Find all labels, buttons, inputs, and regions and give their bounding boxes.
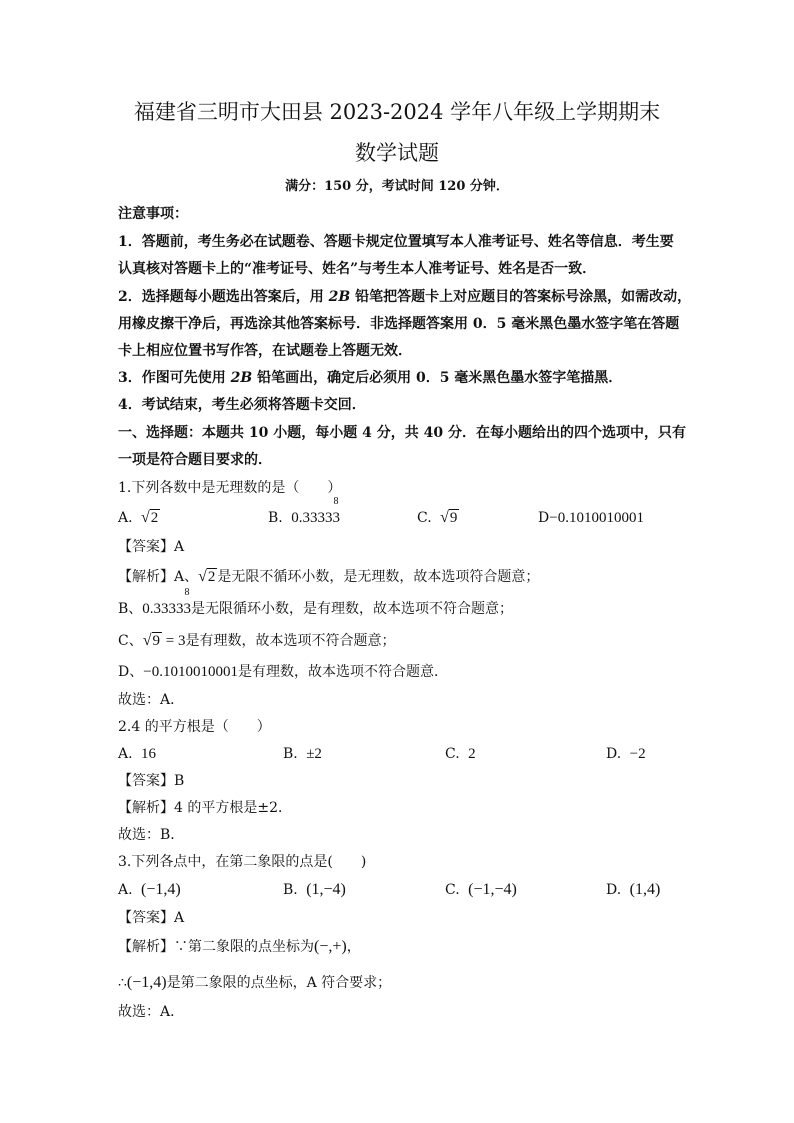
pencil-grade: 2B [230, 370, 253, 386]
q3-option-d [606, 878, 660, 902]
page-title: 福建省三明市大田县 2023-2024 学年八年级上学期期末 [133, 100, 661, 124]
recurring-decimal [142, 587, 192, 621]
analysis-line [118, 565, 539, 589]
radicand: 9 [449, 510, 458, 526]
analysis-text: 是第二象限的点坐标，A 符合要求； [166, 975, 392, 991]
sign-coordinate: (−,+) [314, 938, 347, 955]
option-label: C. [445, 746, 460, 762]
recurring-decimal [291, 496, 340, 530]
recurring-digit [332, 496, 340, 530]
option-label: C. [417, 510, 432, 526]
notice-heading: 注意事项： [118, 206, 188, 222]
notice-text: 3．作图可先使用 [118, 370, 231, 386]
option-label: B. [268, 510, 283, 526]
answer: 【答案】B [118, 773, 185, 789]
radical-sign: √ [141, 509, 150, 526]
q2-option-c [445, 742, 476, 766]
q1-option-b [268, 496, 340, 530]
notice-line: 用橡皮擦干净后，再选涂其他答案标号．非选择题答案用 0．5 毫米黑色墨水签字笔在答题 [118, 316, 680, 332]
analysis-line [118, 660, 448, 684]
analysis-text: 【解析】∵第二象限的点坐标为 [118, 939, 314, 955]
recurring-mark: 8 [184, 587, 190, 598]
sqrt-expression [440, 506, 459, 530]
q3-option-a [118, 878, 181, 902]
conclusion: 故选：A． [118, 692, 185, 708]
radical-sign: √ [198, 568, 207, 585]
notice-line [118, 287, 691, 307]
option-label: D. [606, 882, 622, 898]
analysis-text: ， [346, 939, 361, 955]
analysis-line [118, 935, 361, 959]
analysis-text: 【解析】A、 [118, 569, 199, 585]
q2-option-b [283, 742, 322, 766]
option-label: A. [118, 510, 133, 526]
analysis-text: C、 [118, 633, 143, 649]
recurring-digit [183, 587, 192, 621]
conclusion: 故选：A． [118, 1004, 185, 1020]
q3-option-c [445, 878, 517, 902]
answer: 【答案】A [118, 539, 185, 555]
option-value: 16 [141, 746, 157, 762]
option-value: −0.1010010001 [549, 510, 644, 526]
q2-option-a [118, 742, 156, 766]
last-digit: 3 [332, 510, 340, 526]
question-stem: 2.4 的平方根是（ ） [118, 719, 271, 735]
option-value: −2 [629, 746, 646, 762]
option-label: B. [283, 746, 298, 762]
option-value: ±2 [306, 746, 322, 762]
option-value: 2 [468, 746, 476, 762]
point-coordinate: (−1,4) [141, 881, 181, 898]
q3-option-b [283, 878, 346, 902]
sqrt-expression [141, 506, 160, 530]
notice-line [118, 368, 622, 388]
decimal-value: 0.3333 [291, 510, 333, 526]
option-label: A. [118, 882, 133, 898]
section-heading: 一项是符合题目要求的． [118, 452, 272, 468]
notice-line: 认真核对答题卡上的“准考证号、姓名”与考生本人准考证号、姓名是否一致． [118, 261, 597, 277]
option-label: A. [118, 746, 133, 762]
radicand: 2 [207, 569, 216, 585]
notice-line: 1．答题前，考生务必在试题卷、答题卡规定位置填写本人准考证号、姓名等信息．考生要 [118, 234, 674, 250]
point-coordinate: (−1,−4) [468, 881, 517, 898]
analysis-text: 是有理数，故本选项不符合题意． [237, 664, 448, 680]
sqrt-expression [198, 565, 217, 589]
point-coordinate: (1,4) [629, 881, 661, 898]
radicand: 2 [150, 510, 159, 526]
analysis-text: ∴ [118, 975, 127, 991]
notice-text: 铅笔画出，确定后必须用 0．5 毫米黑色墨水签字笔描黑． [252, 370, 623, 386]
point-coordinate: (1,−4) [306, 881, 346, 898]
question-stem: 1.下列各数中是无理数的是（ ） [118, 480, 342, 496]
decimal-value: 0.3333 [142, 601, 184, 617]
analysis-line: 【解析】4 的平方根是±2． [118, 800, 292, 816]
option-label: D. [606, 746, 622, 762]
exam-meta: 满分：150 分，考试时间 120 分钟． [285, 179, 509, 194]
option-label: B. [283, 882, 298, 898]
decimal-value: −0.1010010001 [143, 664, 238, 680]
pencil-grade: 2B [328, 289, 351, 305]
q1-option-c [417, 506, 459, 530]
radical-sign: √ [440, 509, 449, 526]
q2-option-d [606, 742, 646, 766]
analysis-text: D、 [118, 664, 144, 680]
answer: 【答案】A [118, 910, 185, 926]
point-coordinate: (−1,4) [126, 974, 167, 991]
sqrt-expression [143, 629, 162, 653]
section-heading: 一、选择题：本题共 10 小题，每小题 4 分，共 40 分．在每小题给出的四个选项中，只有 [118, 425, 686, 441]
analysis-text: 是无限循环小数，是有理数，故本选项不符合题意； [191, 601, 514, 617]
analysis-text: B、 [118, 601, 143, 617]
notice-line: 卡上相应位置书写作答，在试题卷上答题无效． [118, 343, 412, 359]
question-stem: 3.下列各点中，在第二象限的点是( ) [118, 854, 367, 870]
notice-text: 2．选择题每小题选出答案后，用 [118, 289, 329, 305]
equation: = 3 [162, 633, 186, 649]
recurring-mark: 8 [333, 496, 339, 507]
notice-text: 铅笔把答题卡上对应题目的答案标号涂黑，如需改动， [350, 289, 692, 305]
analysis-text: 是无限不循环小数，是无理数，故本选项符合题意； [217, 569, 540, 585]
notice-line: 4．考试结束，考生必须将答题卡交回． [118, 397, 366, 413]
last-digit: 3 [183, 601, 192, 617]
page-subtitle: 数学试题 [355, 141, 439, 165]
option-label: D [538, 510, 550, 526]
conclusion: 故选：B． [118, 827, 185, 843]
analysis-line [118, 629, 395, 653]
option-label: C. [445, 882, 460, 898]
q1-option-a [118, 506, 160, 530]
radical-sign: √ [142, 632, 152, 649]
analysis-text: 是有理数，故本选项不符合题意； [185, 633, 396, 649]
analysis-line [118, 587, 514, 621]
radicand: 9 [152, 633, 160, 649]
analysis-line [118, 971, 391, 995]
q1-option-d [538, 506, 644, 530]
